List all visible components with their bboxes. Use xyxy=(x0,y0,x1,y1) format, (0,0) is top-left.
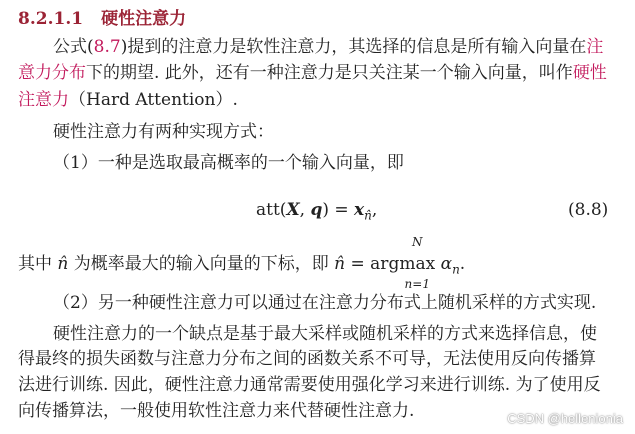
eq-text: att( xyxy=(256,200,287,220)
paragraph1-line3 xyxy=(18,89,238,111)
equation-ref-link[interactable]: 8.7 xyxy=(93,37,121,57)
text-run: 公式( xyxy=(53,37,94,57)
text-run: 为概率最大的输入向量的下标，即 xyxy=(68,254,335,274)
text-run: 下的期望. 此外，还有一种注意力是只关注某一个输入向量，叫作 xyxy=(86,63,573,83)
paragraph6-line2: 得最终的损失函数与注意力分布之间的函数关系不可导，无法使用反向传播算 xyxy=(18,349,596,369)
text-run: . xyxy=(459,254,466,274)
section-title: 硬性注意力 xyxy=(101,9,187,29)
paragraph5: （2）另一种硬性注意力可以通过在注意力分布式上随机采样的方式实现. xyxy=(53,293,597,313)
section-number: 8.2.1.1 xyxy=(18,9,84,29)
eq-text: ) = xyxy=(322,200,355,220)
paragraph4 xyxy=(18,235,466,291)
eq-var-q: q xyxy=(310,200,323,220)
math-alpha: α xyxy=(440,254,453,274)
paragraph3: （1）一种是选取最高概率的一个输入向量，即 xyxy=(53,153,404,173)
argmax-upper: N xyxy=(412,235,423,249)
math-nhat: n̂ xyxy=(334,254,346,274)
equation-8-8 xyxy=(256,200,377,222)
eq-text: , xyxy=(371,200,378,220)
text-run: )提到的注意力是软性注意力，其选择的信息是所有输入向量在 xyxy=(120,37,587,57)
paragraph6-line3: 法进行训练. 因此，硬性注意力通常需要使用强化学习来进行训练. 为了使用反 xyxy=(18,375,601,395)
eq-text: , xyxy=(299,200,311,220)
watermark: CSDN @hellenionia xyxy=(507,411,623,426)
eq-var-x: x xyxy=(354,200,365,220)
text-run: 其中 xyxy=(18,254,58,274)
paragraph6-line1: 硬性注意力的一个缺点是基于最大采样或随机采样的方式来选择信息，使 xyxy=(53,324,597,344)
equation-number: (8.8) xyxy=(568,200,609,220)
argmax-lower: n=1 xyxy=(404,277,430,291)
section-heading xyxy=(18,4,186,29)
term-link[interactable]: 注意力 xyxy=(18,90,69,110)
text-run: = arg xyxy=(345,254,400,274)
paragraph2: 硬性注意力有两种实现方式： xyxy=(53,122,274,142)
math-nhat: n̂ xyxy=(57,254,69,274)
argmax-operator xyxy=(399,235,436,291)
argmax-max: max xyxy=(399,254,436,274)
term-link[interactable]: 硬性 xyxy=(572,63,607,83)
paragraph1-line1 xyxy=(53,36,603,58)
paragraph1-line2 xyxy=(18,62,607,84)
eq-var-X: X xyxy=(286,200,300,220)
eq-subscript: n̂ xyxy=(364,208,372,223)
text-run: （Hard Attention）. xyxy=(69,90,238,110)
paragraph6-line4: 向传播算法，一般使用软性注意力来代替硬性注意力. xyxy=(18,401,415,421)
math-subscript: n xyxy=(452,262,460,277)
term-link[interactable]: 意力分布 xyxy=(18,63,86,83)
term-link[interactable]: 注 xyxy=(586,37,604,57)
